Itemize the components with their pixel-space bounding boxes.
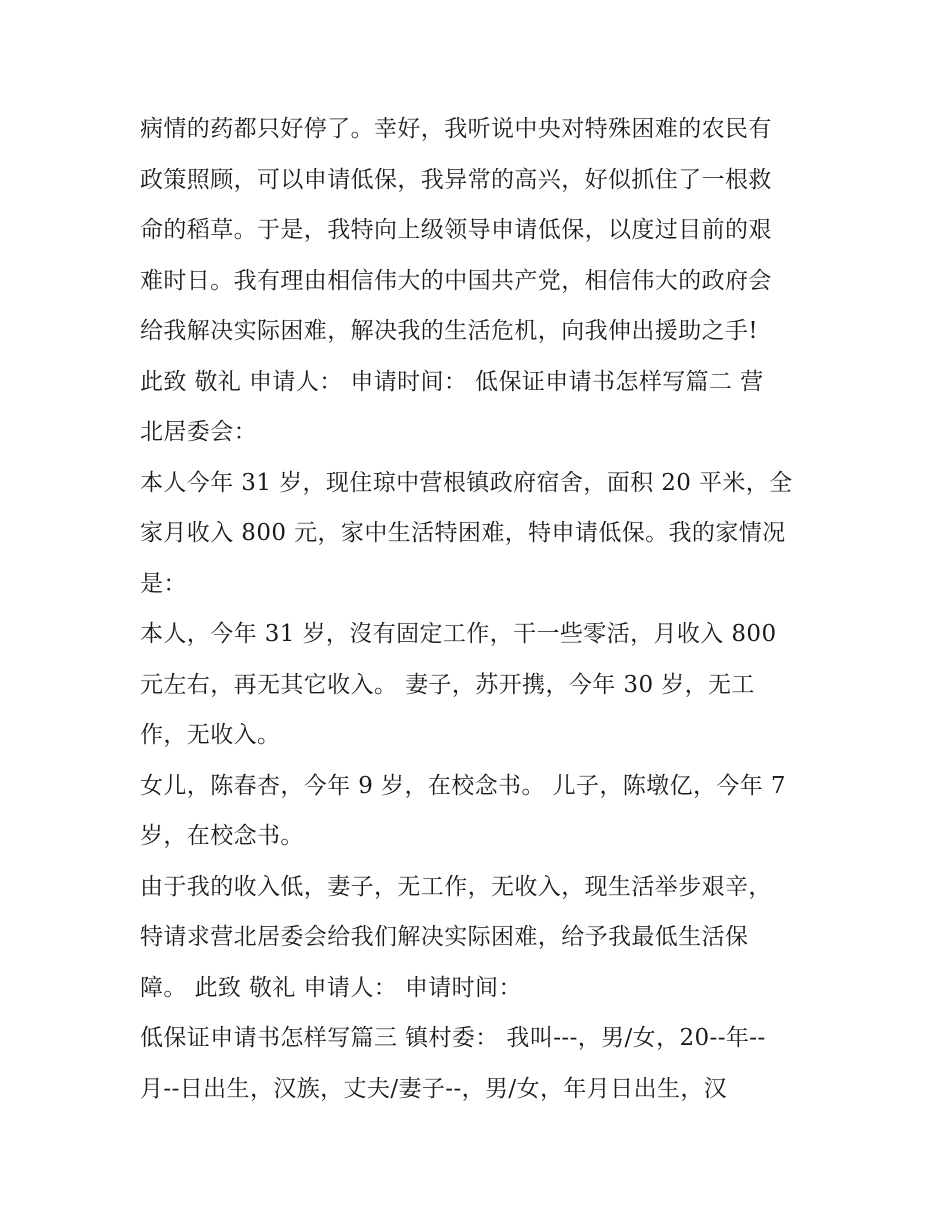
text-line: 政策照顾，可以申请低保，我异常的高兴，好似抓住了一根救	[140, 166, 772, 193]
text-line: 元左右，再无其它收入。 妻子，苏开携，今年 30 岁，无工	[140, 671, 755, 698]
text-line: 此致 敬礼 申请人： 申请时间： 低保证申请书怎样写篇二 营	[140, 368, 764, 395]
text-line: 作，无收入。	[140, 722, 281, 748]
text-line: 女儿，陈春杏，今年 9 岁，在校念书。 儿子，陈墩亿，今年 7	[140, 772, 786, 799]
text-line: 命的稻草。于是，我特向上级领导申请低保，以度过目前的艰	[140, 217, 772, 243]
text-line: 本人，今年 31 岁，沒有固定工作，干一些零活，月收入 800	[140, 621, 777, 647]
document-body	[140, 104, 820, 1114]
text-line: 本人今年 31 岁，现住琼中营根镇政府宿舍，面积 20 平米，全	[140, 469, 793, 496]
text-line: 特请求营北居委会给我们解决实际困难，给予我最低生活保	[140, 924, 749, 950]
text-line: 障。 此致 敬礼 申请人： 申请时间：	[140, 974, 522, 1001]
text-line: 是：	[140, 570, 187, 597]
text-line: 病情的药都只好停了。幸好，我听说中央对特殊困难的农民有	[140, 116, 772, 142]
text-line: 岁，在校念书。	[140, 823, 304, 849]
text-line: 难时日。我有理由相信伟大的中国共产党，相信伟大的政府会	[140, 267, 772, 294]
text-line: 低保证申请书怎样写篇三 镇村委： 我叫---，男/女，20--年--	[140, 1025, 766, 1051]
text-line: 北居委会：	[140, 419, 257, 445]
text-line: 月--日出生，汉族，丈夫/妻子--，男/女，年月日出生，汉	[140, 1075, 728, 1102]
text-line: 家月收入 800 元，家中生活特困难，特申请低保。我的家情况	[140, 520, 786, 546]
text-line: 由于我的收入低，妻子，无工作，无收入，现生活举步艰辛，	[140, 873, 772, 900]
text-line: 给我解决实际困难，解决我的生活危机，向我伸出援助之手!	[140, 318, 759, 344]
